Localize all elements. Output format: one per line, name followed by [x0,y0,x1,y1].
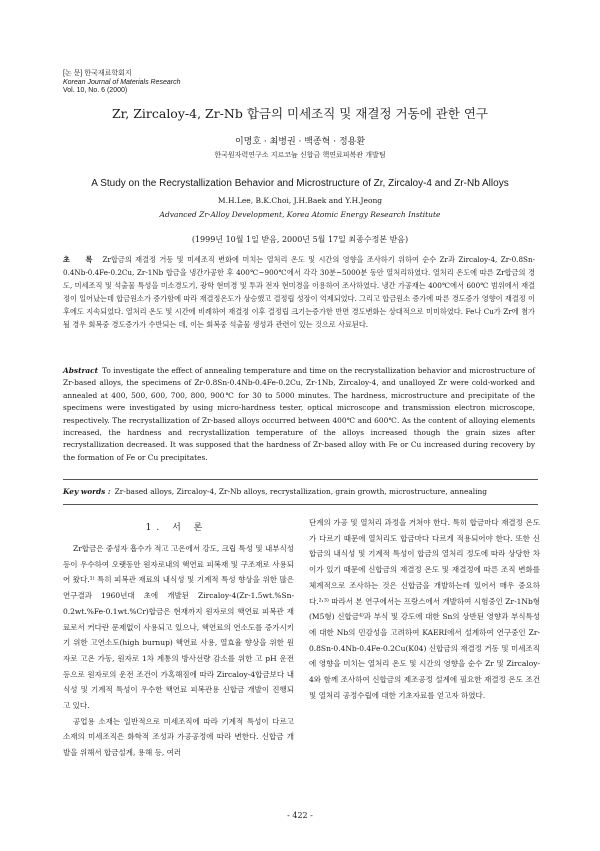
abstract-kr [63,253,535,332]
keywords-label: Key words : [63,487,111,496]
abstract-kr-text: Zr합금의 재결정 거동 및 미세조직 변화에 미치는 열처리 온도 및 시간의 영향을 조사하기 위하여 순수 Zr과 Zircaloy-4, Zr-0.8Sn-0.4Nb-0.4Fe-0.2Cu, Zr-1Nb 합금을 냉간가공한 후 400℃~900℃에서 각각 30분~5000분 동안 열처리하였다. 열처리 온도에 따른 Zr합금의 경도, 미세조직 및 석출물 특성을 미소경도기, 광학 현미경 및 투과 전자 현미경을 이용하여 조사하였다. 냉간 가공재는 400℃에서 600℃ 범위에서 재결정이 일어났는데 합금원소가 증가함에 따라 재결정온도가 상승했고 결정립 성장이 억제되었다. 그리고 합금원소 증가에 따른 경도증가 영향이 재결정 이후에도 지속되었다. 열처리 온도 및 시간에 비례하여 재결정 이후 결정립 크기는증가한 반면 경도변화는 상대적으로 미미하였다. Fe나 Cu가 Zr에 첨가될 경우 회복중 경도증가가 수반되는 데, 이는 회복중 석출물 생성과 관련이 있는 것으로 사료된다. [63,255,535,330]
left-column [63,541,294,761]
paragraph: 단계의 가공 및 열처리 과정을 거쳐야 한다. 특히 합금마다 재결정 온도가 다르기 때문에 열처리도 합금마다 다르게 적용되어야 한다. 또한 신합금의 내식성 및 기계적 특성이 합금의 열처리 정도에 따라 상당한 차이가 있기 때문에 신합금의 재결정 온도 및 재결정에 따른 조직 변화를 체계적으로 조사하는 것은 신합금을 개발하는데 있어서 매우 중요하다.²˒³⁾ 따라서 본 연구에서는 프랑스에서 개발하여 시험중인 Zr-1Nb형 (M5형) 신합금⁴⁾과 부식 및 강도에 대한 Sn의 상반된 영향과 부식특성에 대한 Nb의 민감성을 고려하여 KAERI에서 설계하여 연구중인 Zr-0.8Sn-0.4Nb-0.4Fe-0.2Cu(K04) 신합금의 재결정 거동 및 미세조직에 영향을 미치는 열처리 온도 및 시간의 영향을 순수 Zr 및 Zircaloy-4와 함께 조사하여 신합금의 제조공정 설계에 필요한 재결정 온도 조건 및 열처리 공정수립에 대한 기초자료를 얻고자 하였다. [309,518,540,700]
institution-en: Advanced Zr-Alloy Development, Korea Atomic Energy Research Institute [159,210,441,219]
institution-kr: 한국원자력연구소 지르코늄 신합금 핵연료피복관 개발팀 [214,151,386,159]
paper-title-kr: Zr, Zircaloy-4, Zr-Nb 합금의 미세조직 및 재결정 거동에 관한 연구 [111,106,489,121]
abstract-kr-label: 초 록 [63,255,99,264]
keywords-bottom-rule [63,504,538,505]
journal-volume: Vol. 10, No. 6 (2000) [63,87,128,94]
paragraph: Zr합금은 중성자 흡수가 적고 고온에서 강도, 크립 특성 및 내부식성 등이 우수하여 오랫동안 원자로내의 핵연료 피복재 및 구조재로 사용되어 왔다.¹⁾ 특히 피복관 재료의 내식성 및 기계적 특성 향상을 위한 많은 연구결과 1960년대 초에 개발된 Zircaloy-4(Zr-1.5wt.%Sn-0.2wt.%Fe-0.1wt.%Cr)합금은 현재까지 원자로의 핵연료 피복관 재료로서 커다란 문제없이 사용되고 있으나, 핵연료의 연소도를 증가시키기 위한 고연소도(high burnup) 핵연료 사용, 열효율 향상을 위한 원자로 고온 가동, 원자로 1차 계통의 방사선량 감소를 위한 고 pH 운전 등으로 원자로의 운전 조건이 가혹해짐에 따라 Zircaloy-4합금보다 내식성 및 기계적 특성이 우수한 핵연료 피복관용 신합금 개발이 진행되고 있다. [63,544,295,711]
paragraph: 공업용 소재는 일반적으로 미세조직에 따라 기계적 특성이 다르고 소재의 미세조직은 화학적 조성과 가공공정에 따라 변한다. 신합금 개발을 위해서 합금설계, 용해 등, 여러 [63,716,294,758]
authors-en: M.H.Lee, B.K.Choi, J.H.Baek and Y.H.Jeong [217,196,383,205]
keywords-text: Zr-based alloys, Zircaloy-4, Zr-Nb alloys, recrystallization, grain growth, microstructure, annealing [114,487,487,496]
abstract-en [63,365,535,464]
received-date: (1999년 10월 1일 받음, 2000년 5월 17일 최종수정본 받음) [191,235,409,244]
journal-name-kr: [논 문] 한국재료학회지 [63,70,132,77]
abstract-en-label: Abstract [63,366,99,375]
keywords-top-rule [63,479,538,480]
paper-title-en: A Study on the Recrystallization Behavior and Microstructure of Zr, Zircaloy-4 and Zr-Nb Alloys [91,178,509,189]
journal-header [63,70,181,96]
right-column [309,515,540,703]
keywords [63,487,535,496]
journal-name-en: Korean Journal of Materials Research [63,78,181,86]
abstract-en-text: To investigate the effect of annealing temperature and time on the recrystallization behavior and microstructure of Zr-based alloys, the specimens of Zr-0.8Sn-0.4Nb-0.4Fe-0.2Cu, Zr-1Nb, Zircaloy-4, and unalloyed Zr were cold-worked and annealed at 400, 500, 600, 700, 800, 900℃ for 30 to 5000 minutes. The hardness, microstructure and precipitate of the specimens were investigated by using micro-hardness tester, optical microscope and transmission electron microscope, respectively. The recrystallization of Zr-based alloys occurred between 400℃ and 600℃. As the content of alloying elements increased, the hardness and recrystallization temperature of the alloys increased though the grain sizes after recrystallization decreased. It was supposed that the hardness of Zr-based alloy with Fe or Cu increased during recovery by the formation of Fe or Cu precipitates. [63,366,535,462]
page-number: - 422 - [287,811,313,820]
section-heading: 1. 서 론 [145,523,208,533]
authors-kr: 이명호 · 최병권 · 백종혁 · 정용환 [234,137,366,147]
